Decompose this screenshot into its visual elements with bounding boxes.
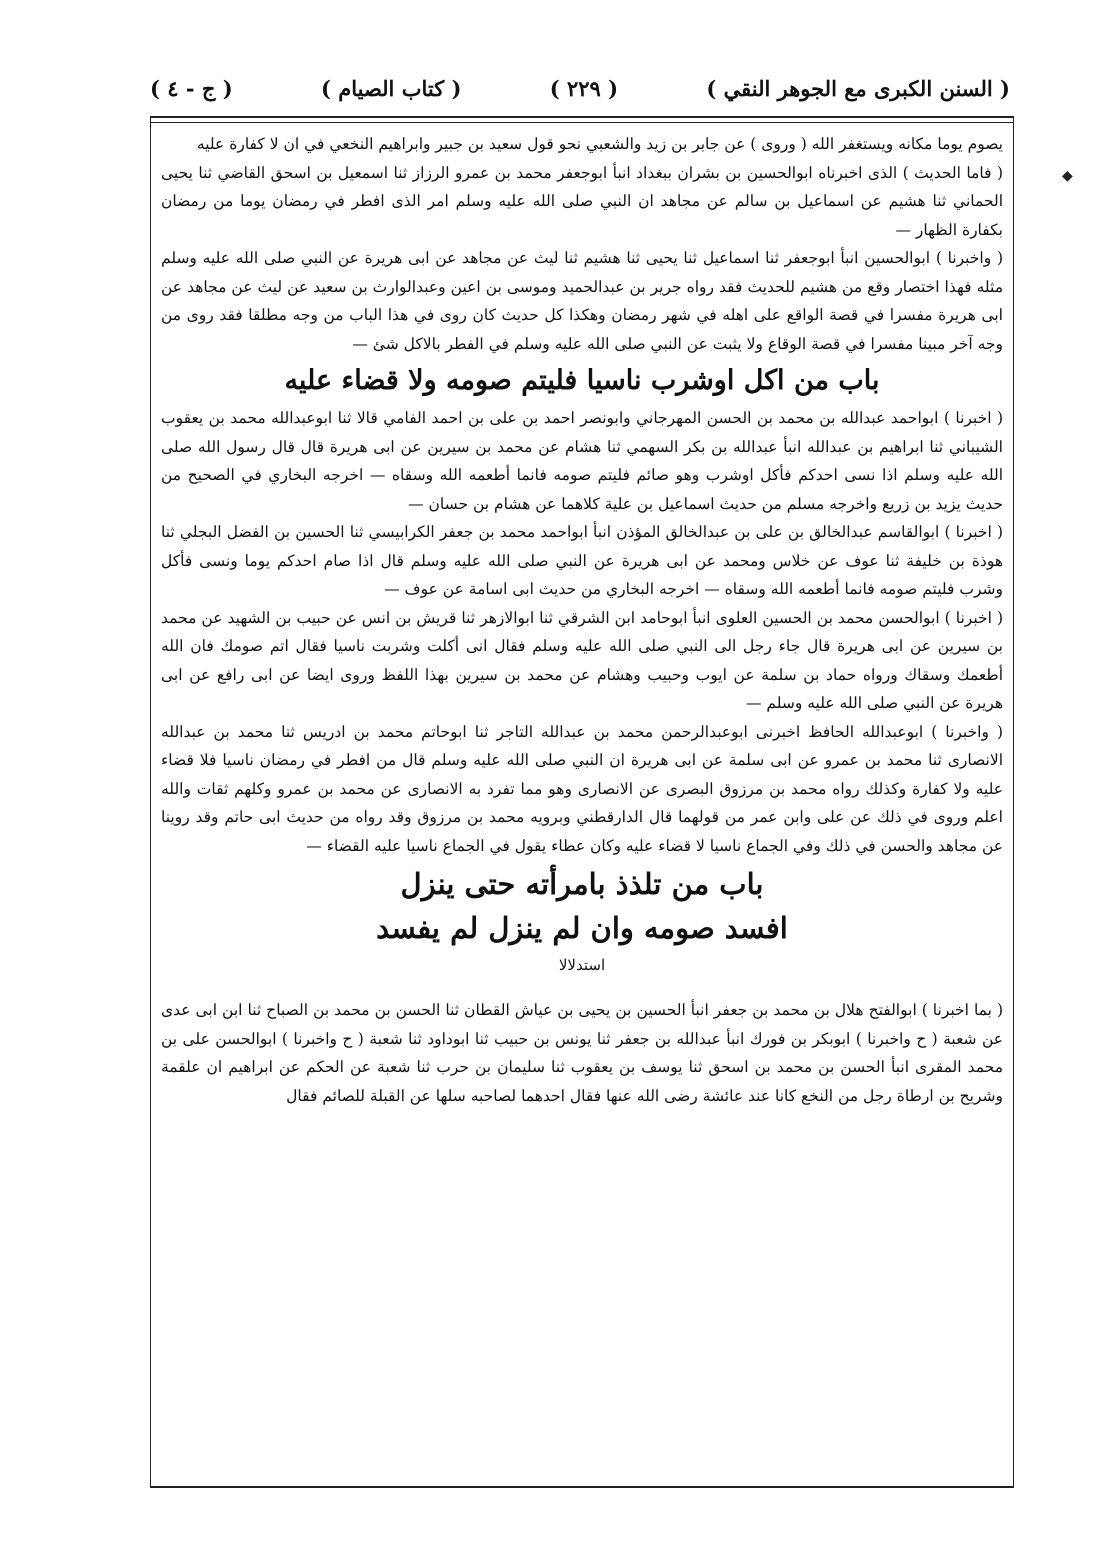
page-number: ( ٢٢٩ )	[549, 75, 619, 101]
chapter-heading: باب من اكل اوشرب ناسيا فليتم صومه ولا قضاء عليه	[284, 365, 880, 396]
volume-number: ( ج - ٤ )	[150, 75, 233, 101]
margin-mark-icon: ◆	[1062, 168, 1073, 184]
chapter-title: ( كتاب الصيام )	[320, 75, 462, 101]
running-header	[150, 70, 1010, 106]
page-content	[161, 130, 1003, 1110]
paragraph: ( اخبرنا ) ابواحمد عبدالله بن محمد بن الحسن المهرجاني وابونصر احمد بن على بن احمد الفامي قالا ثنا ابوعبدالله محمد بن يعقوب الشيباني ثنا ابراهيم بن عبدالله انبأ عبدالله بن بكر السهمي ثنا هشام عن محمد بن سيرين عن ابى هريرة قال قال رسول الله صلى الله عليه وسلم اذا نسى احدكم فأكل اوشرب وهو صائم فليتم صومه فانما أطعمه الله وسقاه — اخرجه البخاري في الصحيح من حديث يزيد بن زريع واخرجه مسلم من حديث اسماعيل بن علية كلاهما عن هشام بن حسان —	[161, 409, 1003, 513]
paragraph: يصوم يوما مكانه ويستغفر الله ( وروى ) عن جابر بن زيد والشعبي نحو قول سعيد بن جبير وابراهيم النخعي في ان لا كفارة عليه	[196, 135, 1003, 153]
paragraph: ( واخبرنا ) ابوالحسين انبأ ابوجعفر ثنا اسماعيل ثنا يحيى ثنا هشيم ثنا ليث عن مجاهد عن ابى هريرة عن النبي صلى الله عليه وسلم مثله فهذا اختصار وقع من هشيم للحديث فقد رواه جرير بن عبدالحميد وموسى بن اعين وعبدالوارث بن سعيد عن ليث عن مجاهد عن ابى هريرة مفسرا في قصة الواقع على اهله في شهر رمضان وهكذا كل حديث كان روى في هذا الباب من وجه مطلقا فقد روى من وجه آخر مبينا مفسرا في قصة الوقاع ولا يثبت عن النبي صلى الله عليه وسلم في الفطر بالاكل شئ —	[161, 249, 1003, 353]
page-frame	[150, 116, 1014, 1488]
paragraph: ( اخبرنا ) ابوالحسن محمد بن الحسين العلوى انبأ ابوحامد ابن الشرقي ثنا ابوالازهر ثنا قريش بن انس عن حبيب بن الشهيد عن محمد بن سيرين عن ابى هريرة قال جاء رجل الى النبي صلى الله عليه وسلم فقال انى أكلت وشربت ناسيا فقال اتم صومك فان الله أطعمك وسقاك ورواه حماد بن سلمة عن ايوب وحبيب وهشام عن محمد بن سيرين بهذا اللفظ وروى ايضا عن ابى رافع عن ابى هريرة عن النبي صلى الله عليه وسلم —	[161, 608, 1003, 712]
book-title: ( السنن الكبرى مع الجوهر النقي )	[706, 75, 1010, 101]
paragraph: ( فاما الحديث ) الذى اخبرناه ابوالحسين بن بشران ببغداد انبأ ابوجعفر محمد بن عمرو الرزاز ثنا اسمعيل بن اسحق القاضي ثنا يحيى الحماني ثنا هشيم عن اسماعيل بن سالم عن مجاهد ان النبي صلى الله عليه وسلم امر الذى افطر في رمضان يوما من رمضان بكفارة الظهار —	[161, 163, 1003, 239]
paragraph: ( بما اخبرنا ) ابوالفتح هلال بن محمد بن جعفر انبأ الحسين بن يحيى بن عياش القطان ثنا الحسن بن محمد بن الصباح ثنا ابن ابى عدى عن شعبة ( ح واخبرنا ) ابوبكر بن فورك انبأ عبدالله بن جعفر ثنا يونس بن حبيب ثنا ابوداود ثنا شعبة ( ح واخبرنا ) ابوالحسن على بن محمد المقرى انبأ الحسن بن محمد بن اسحق ثنا يوسف بن يعقوب ثنا سليمان بن حرب ثنا شعبة عن الحكم عن ابراهيم ان علقمة وشريح بن ارطاة رجل من النخع كانا عند عائشة رضى الله عنها فقال احدهما لصاحبه سلها عن القبلة للصائم فقال	[161, 1001, 1003, 1105]
heading-subtitle: استدلالا	[558, 956, 606, 974]
chapter-heading: باب من تلذذ بامرأته حتى ينزل	[400, 867, 764, 901]
chapter-heading-line2: افسد صومه وان لم ينزل لم يفسد	[376, 911, 788, 945]
paragraph: ( واخبرنا ) ابوعبدالله الحافظ اخبرنى ابوعبدالرحمن محمد بن عبدالله التاجر ثنا ابوحاتم محمد بن ادريس ثنا محمد بن عبدالله الانصارى ثنا محمد بن عمرو عن ابى سلمة عن ابى هريرة ان النبي صلى الله عليه وسلم قال من افطر في رمضان ناسيا فلا قضاء عليه ولا كفارة وكذلك رواه محمد بن مرزوق البصرى عن الانصارى وهو مما تفرد به الانصارى عن محمد بن عمرو وكلهم ثقات والله اعلم وروى في ذلك عن على وابن عمر من قولهما قال الدارقطني وبرويه محمد بن مرزوق وقد رواه من حديث ابى حاتم وقد روينا عن مجاهد والحسن في ذلك وفي الجماع ناسيا لا قضاء عليه وكان عطاء يقول في الجماع ناسيا عليه القضاء —	[161, 722, 1003, 855]
paragraph: ( اخبرنا ) ابوالقاسم عبدالخالق بن على بن عبدالخالق المؤذن انبأ ابواحمد محمد بن جعفر الكرابيسي ثنا الحسين بن الفضل البجلي ثنا هوذة بن خليفة ثنا عوف عن خلاس ومحمد عن ابى هريرة عن النبي صلى الله عليه وسلم قال اذا صام احدكم يوما ونسى فأكل وشرب فليتم صومه فانما أطعمه الله وسقاه — اخرجه البخاري من حديث ابى اسامة عن عوف —	[161, 523, 1003, 598]
